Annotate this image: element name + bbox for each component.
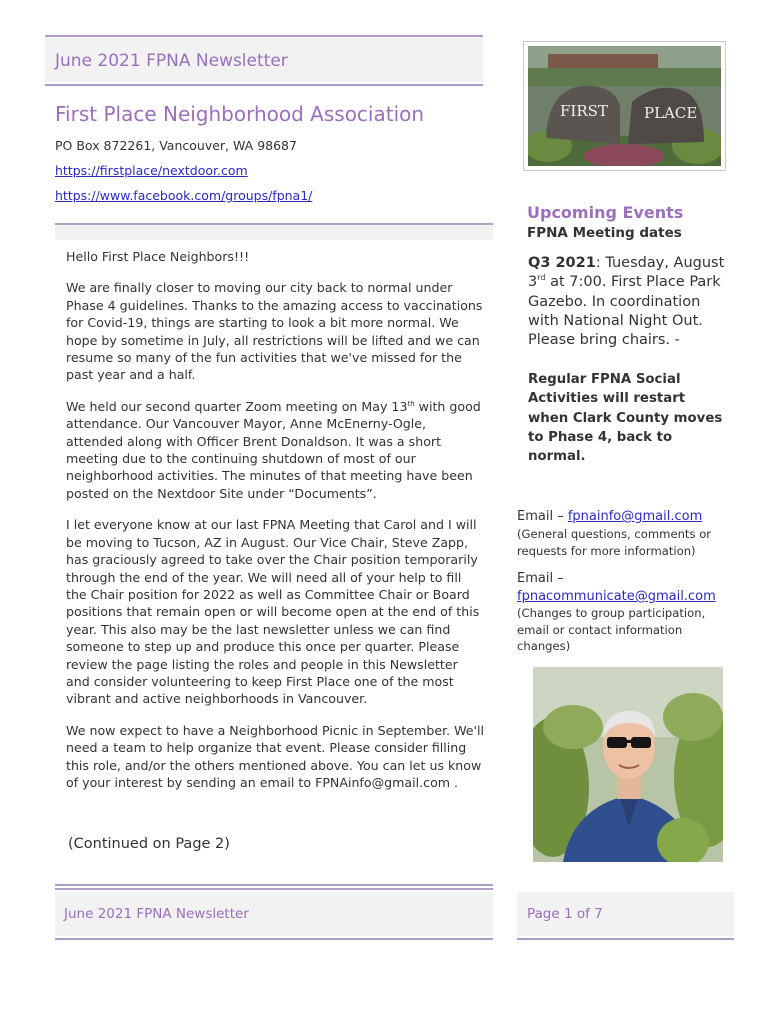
header-rule-bottom (45, 84, 483, 86)
date-suffix: th (407, 399, 415, 408)
email-communicate-link[interactable]: fpnacommunicate@gmail.com (517, 589, 716, 604)
portrait-image (533, 667, 723, 862)
regular-activities-note: Regular FPNA Social Activities will restart when Clark County moves to Phase 4, back to normal. (528, 372, 723, 465)
paragraph-moving: I let everyone know at our last FPNA Meeting that Carol and I will be moving to Tucson, AZ in August. Our Vice Chair, Steve Zapp, has graciously agreed to take over the Chair position temporarily through the end of the year. We will need all of your help to fill the Chair position for 2022 as well as Committee Chair or Board positions that remain open or will become open at the end of this year. This also may be the last newsletter unless we can find someone to step up and produce this once per quarter. Please review the page listing the roles and people in this Newsletter and consider volunteering to keep First Place one of the most vibrant and active neighborhoods in Vancouver. (66, 517, 480, 707)
sign-photo-image (528, 46, 721, 166)
newsletter-title: June 2021 FPNA Newsletter (55, 51, 288, 71)
header-rule-top (45, 35, 483, 37)
email-communicate-note: (Changes to group participation, email or contact information changes) (517, 606, 706, 653)
meeting-dates-subheading: FPNA Meeting dates (527, 225, 682, 241)
footer-rule-bottom-left (55, 938, 493, 940)
email-info-prefix: Email – (517, 509, 568, 524)
footer-rule-bottom-right (517, 938, 734, 940)
org-address: PO Box 872261, Vancouver, WA 98687 (55, 138, 297, 153)
org-rule (55, 223, 493, 225)
org-name: First Place Neighborhood Association (55, 102, 425, 126)
first-place-sign-photo (523, 41, 726, 171)
paragraph-zoom-meeting (66, 398, 484, 502)
upcoming-events-heading: Upcoming Events (527, 203, 684, 222)
sign-text-first: FIRST (560, 102, 608, 120)
body-band-top (55, 226, 493, 240)
facebook-link[interactable]: https://www.facebook.com/groups/fpna1/ (55, 188, 313, 203)
footer-newsletter-title: June 2021 FPNA Newsletter (64, 906, 249, 922)
paragraph-zoom-a: We held our second quarter Zoom meeting on May 13 (66, 398, 408, 414)
paragraph-zoom-b: with good attendance. Our Vancouver Mayor, Anne McEnerny-Ogle, attended along with Officer Brent Donaldson. It was a short meeting due to the continuing shutdown of most of our neighborhood activities. The minutes of that meeting have been posted on the Nextdoor Site under “Documents”. (66, 398, 481, 501)
page-number: Page 1 of 7 (527, 906, 603, 922)
q3-date-suffix: rd (537, 273, 546, 283)
continued-note: (Continued on Page 2) (68, 836, 230, 852)
email-info-link[interactable]: fpnainfo@gmail.com (567, 509, 703, 524)
q3-text-a: : Tuesday, August 3 (528, 255, 725, 291)
footer-rule-top-left (55, 884, 493, 886)
q3-label: Q3 2021 (528, 255, 596, 271)
sign-text-place: PLACE (644, 104, 698, 122)
q3-meeting-details (528, 254, 728, 350)
newsletter-body (66, 248, 484, 805)
q3-text-b: at 7:00. First Place Park Gazebo. In coordination with National Night Out. Please bring chairs. - (528, 274, 721, 349)
greeting: Hello First Place Neighbors!!! (66, 249, 250, 264)
paragraph-picnic: We now expect to have a Neighborhood Picnic in September. We'll need a team to help organize that event. Please consider filling this role, and/or the others mentioned above. You can let us know of your interest by sending an email to FPNAinfo@gmail.com . (66, 722, 485, 790)
email-info-line (517, 509, 702, 524)
chair-portrait-photo (533, 667, 723, 862)
footer-rule-top-left-2 (55, 888, 493, 890)
nextdoor-link[interactable]: https://firstplace/nextdoor.com (55, 163, 248, 178)
email-communicate-prefix: Email – (517, 571, 564, 586)
email-info-note: (General questions, comments or requests for more information) (517, 527, 712, 558)
paragraph-phase4: We are finally closer to moving our city back to normal under Phase 4 guidelines. Thanks to the amazing access to vaccinations for Covid-19, things are starting to look a bit more normal. We hope by sometime in July, all restrictions will be lifted and we can resume so many of the fun activities that we've missed for the past year and a half. (66, 280, 483, 383)
